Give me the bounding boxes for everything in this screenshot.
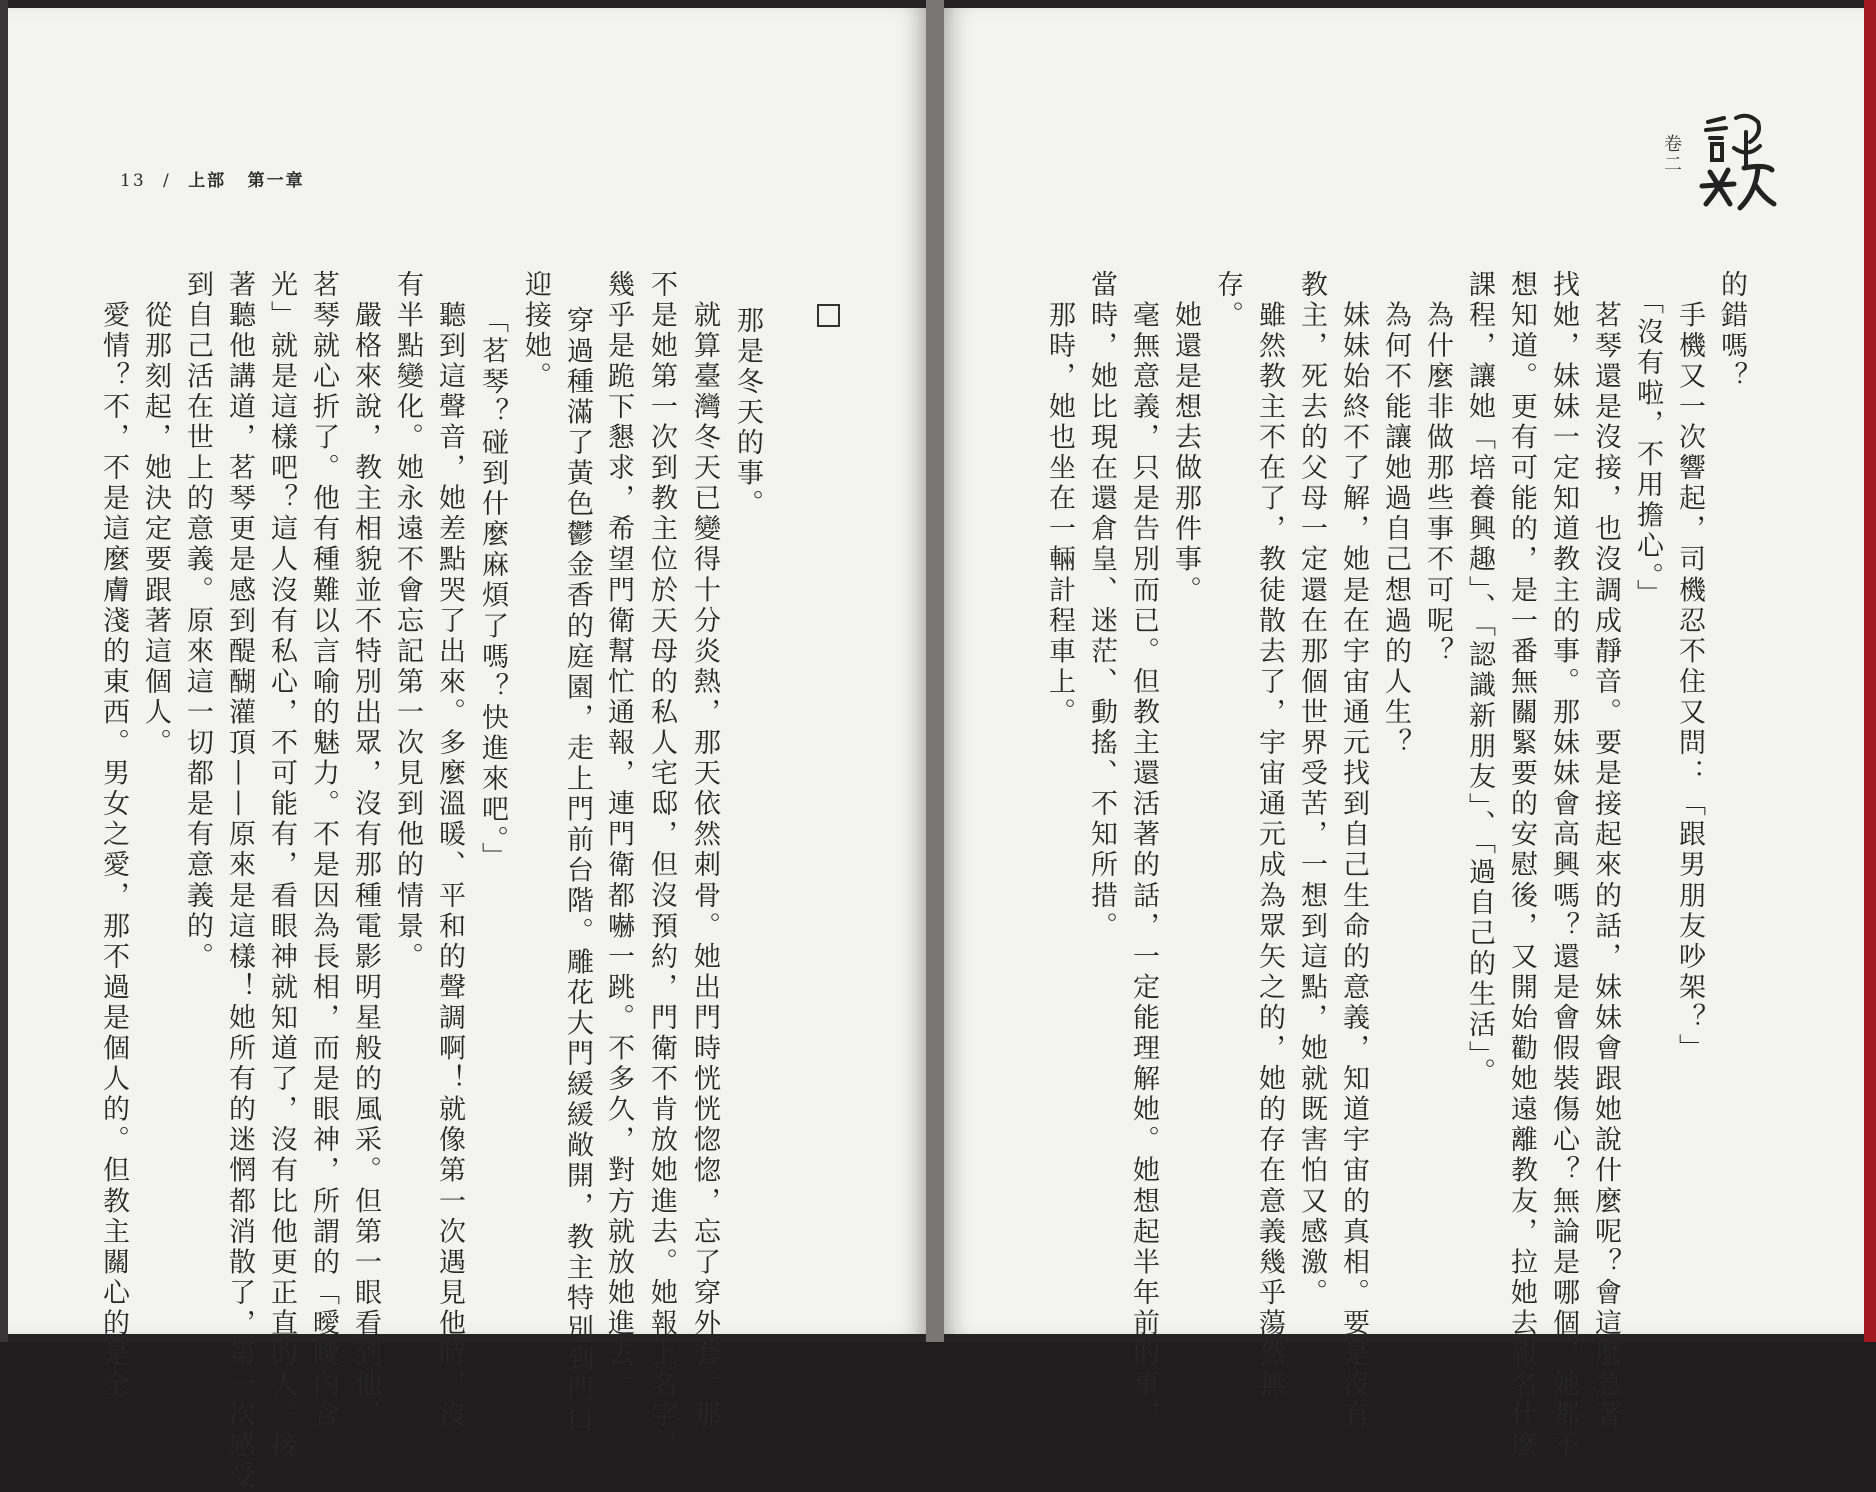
header-separator: / [163,171,171,191]
book-gutter [926,0,944,1342]
text-column: 找她，妹妹一定知道教主的事。那妹妹會高興嗎？還是會假裝傷心？無論是哪個，她都不 [1548,270,1579,1462]
text-column: 想知道。更有可能的，是一番無關緊要的安慰後，又開始勸她遠離教友，拉她去報名什麼 [1506,270,1537,1462]
text-column: 穿過種滿了黃色鬱金香的庭園，走上門前台階。雕花大門緩緩敞開，教主特別到門口 [562,306,593,1437]
text-column: 不是她第一次到教主位於天母的私人宅邸，但沒預約，門衛不肯放她進去。她報上名字， [646,270,677,1462]
text-column: 妹妹始終不了解，她是在宇宙通元找到自己生命的意義，知道宇宙的真相。要是沒有 [1338,270,1369,1431]
text-column: 那時，她也坐在一輛計程車上。 [1044,270,1075,729]
text-column: 愛情？不，不是這麼膚淺的東西。男女之愛，那不過是個人的。但教主關心的是全 [98,270,129,1401]
text-column: 「茗琴？碰到什麼麻煩了嗎？快進來吧。」 [477,306,508,873]
text-column: 著聽他講道，茗琴更是感到醍醐灌頂——原來是這樣！她所有的迷惘都消散了，第一次感受 [224,270,255,1492]
text-column: 迎接她。 [520,270,551,393]
logo-calligraphy-icon [1688,108,1778,218]
text-column: 手機又一次響起，司機忍不住又問：「跟男朋友吵架？」 [1674,270,1705,1065]
running-header [120,166,305,191]
text-column: 課程，讓她「培養興趣」、「認識新朋友」、「過自己的生活」。 [1464,270,1495,1089]
text-column: 毫無意義，只是告別而已。但教主還活著的話，一定能理解她。她想起半年前的事， [1128,270,1159,1431]
book-title-logo [1688,108,1778,218]
text-column: 就算臺灣冬天已變得十分炎熱，那天依然刺骨。她出門時恍恍惚惚，忘了穿外套。那 [689,270,720,1431]
book-cover-edge [1864,0,1876,1342]
text-column: 的錯嗎？ [1716,270,1747,393]
text-column: 幾乎是跪下懇求，希望門衛幫忙通報，連門衛都嚇一跳。不多久，對方就放她進去。 [603,270,634,1401]
text-column: 當時，她比現在還倉皇、迷茫、動搖、不知所措。 [1086,270,1117,943]
chapter-label: 第一章 [247,171,305,191]
text-column: 「沒有啦，不用擔心。」 [1632,270,1663,610]
text-column: 從那刻起，她決定要跟著這個人。 [140,270,171,759]
part-label: 上部 [188,171,227,191]
scanner-edge [0,0,8,1342]
text-column: 聽到這聲音，她差點哭了出來。多麼溫暖、平和的聲調啊！就像第一次遇見他時，沒 [434,270,465,1431]
text-column: 嚴格來說，教主相貌並不特別出眾，沒有那種電影明星般的風采。但第一眼看到他， [350,270,381,1431]
text-column: 她還是想去做那件事。 [1170,270,1201,607]
left-page [8,8,926,1492]
text-column: 到自己活在世上的意義。原來這一切都是有意義的。 [182,270,213,973]
text-column: 為什麼非做那些事不可呢？ [1422,270,1453,668]
text-column: 有半點變化。她永遠不會忘記第一次見到他的情景。 [392,270,423,973]
page-number: 13 [120,171,146,191]
text-column: 光」就是這樣吧？這人沒有私心，不可能有，看眼神就知道了，沒有比他更正直的人。接 [266,270,297,1462]
text-column: 存。 [1212,270,1243,332]
volume-label: 卷二 [1661,134,1682,174]
text-column: 茗琴還是沒接，也沒調成靜音。要是接起來的話，妹妹會跟她說什麼呢？會這麼急著 [1590,270,1621,1431]
right-page [944,8,1864,1462]
text-column: 教主，死去的父母一定還在那個世界受苦，一想到這點，她就既害怕又感激。 [1296,270,1327,1309]
text-column: 為何不能讓她過自己想過的人生？ [1380,270,1411,759]
text-column: 雖然教主不在了，教徒散去了，宇宙通元成為眾矢之的，她的存在意義幾乎蕩然無 [1254,270,1285,1401]
text-column: 茗琴就心折了。他有種難以言喻的魅力。不是因為長相，而是眼神，所謂的「曖曖內含 [308,270,339,1431]
section-break-box [817,304,840,327]
text-column: 那是冬天的事。 [732,306,763,520]
